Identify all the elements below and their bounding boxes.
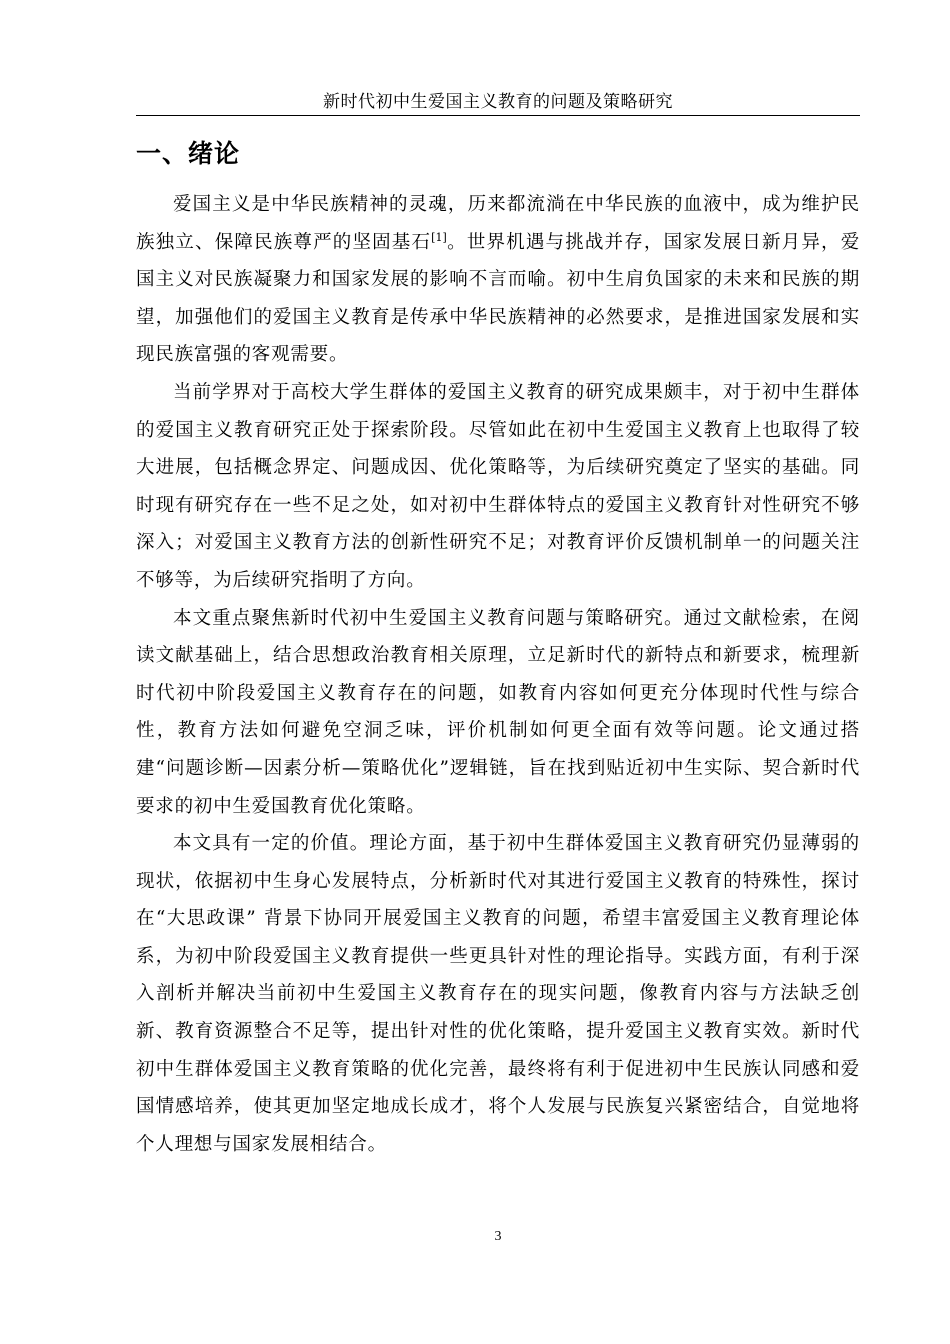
paragraph-4: 本文具有一定的价值。理论方面，基于初中生群体爱国主义教育研究仍显薄弱的现状，依据初中生身心发展特点，分析新时代对其进行爱国主义教育的特殊性，探讨在“大思政课” 背景下协同开展爱国主义教育的问题，希望丰富爱国主义教育理论体系，为初中阶段爱国主义教育提供一些更具针对性的理论指导。实践方面，有利于深入剖析并解决当前初中生爱国主义教育存在的现实问题，像教育内容与方法缺乏创新、教育资源整合不足等，提出针对性的优化策略，提升爱国主义教育实效。新时代初中生群体爱国主义教育策略的优化完善，最终将有利于促进初中生民族认同感和爱国情感培养，使其更加坚定地成长成才，将个人发展与民族复兴紧密结合，自觉地将个人理想与国家发展相结合。: [136, 833, 860, 1155]
paragraph-1-text-a: 爱国主义是中华民族精神的灵魂，历来都流淌在中华民族的血液中，成为维护民族独立、保障民族尊严的坚固基石: [136, 194, 860, 253]
paragraph-3: 本文重点聚焦新时代初中生爱国主义教育问题与策略研究。通过文献检索，在阅读文献基础上，结合思想政治教育相关原理，立足新时代的新特点和新要求，梳理新时代初中阶段爱国主义教育存在的问题，如教育内容如何更充分体现时代性与综合性，教育方法如何避免空洞乏味，评价机制如何更全面有效等问题。论文通过搭建“问题诊断—因素分析—策略优化”逻辑链，旨在找到贴近初中生实际、契合新时代要求的初中生爱国教育优化策略。: [136, 607, 860, 817]
section-heading: 一、绪论: [136, 139, 241, 168]
page-number: 3: [494, 1229, 502, 1244]
running-header: 新时代初中生爱国主义教育的问题及策略研究: [323, 92, 673, 112]
citation-ref-1[interactable]: [1]: [431, 230, 447, 244]
paragraph-2: 当前学界对于高校大学生群体的爱国主义教育的研究成果颇丰，对于初中生群体的爱国主义教育研究正处于探索阶段。尽管如此在初中生爱国主义教育上也取得了较大进展，包括概念界定、问题成因、优化策略等，为后续研究奠定了坚实的基础。同时现有研究存在一些不足之处，如对初中生群体特点的爱国主义教育针对性研究不够深入；对爱国主义教育方法的创新性研究不足；对教育评价反馈机制单一的问题关注不够等，为后续研究指明了方向。: [136, 381, 860, 591]
header-rule: [136, 115, 860, 116]
paragraph-1: [136, 186, 860, 374]
paragraph-1-text-b: 。世界机遇与挑战并存，国家发展日新月异，爱国主义对民族凝聚力和国家发展的影响不言而喻。初中生肩负国家的未来和民族的期望，加强他们的爱国主义教育是传承中华民族精神的必然要求，是推进国家发展和实现民族富强的客观需要。: [136, 231, 860, 366]
body-text: [136, 186, 860, 1163]
